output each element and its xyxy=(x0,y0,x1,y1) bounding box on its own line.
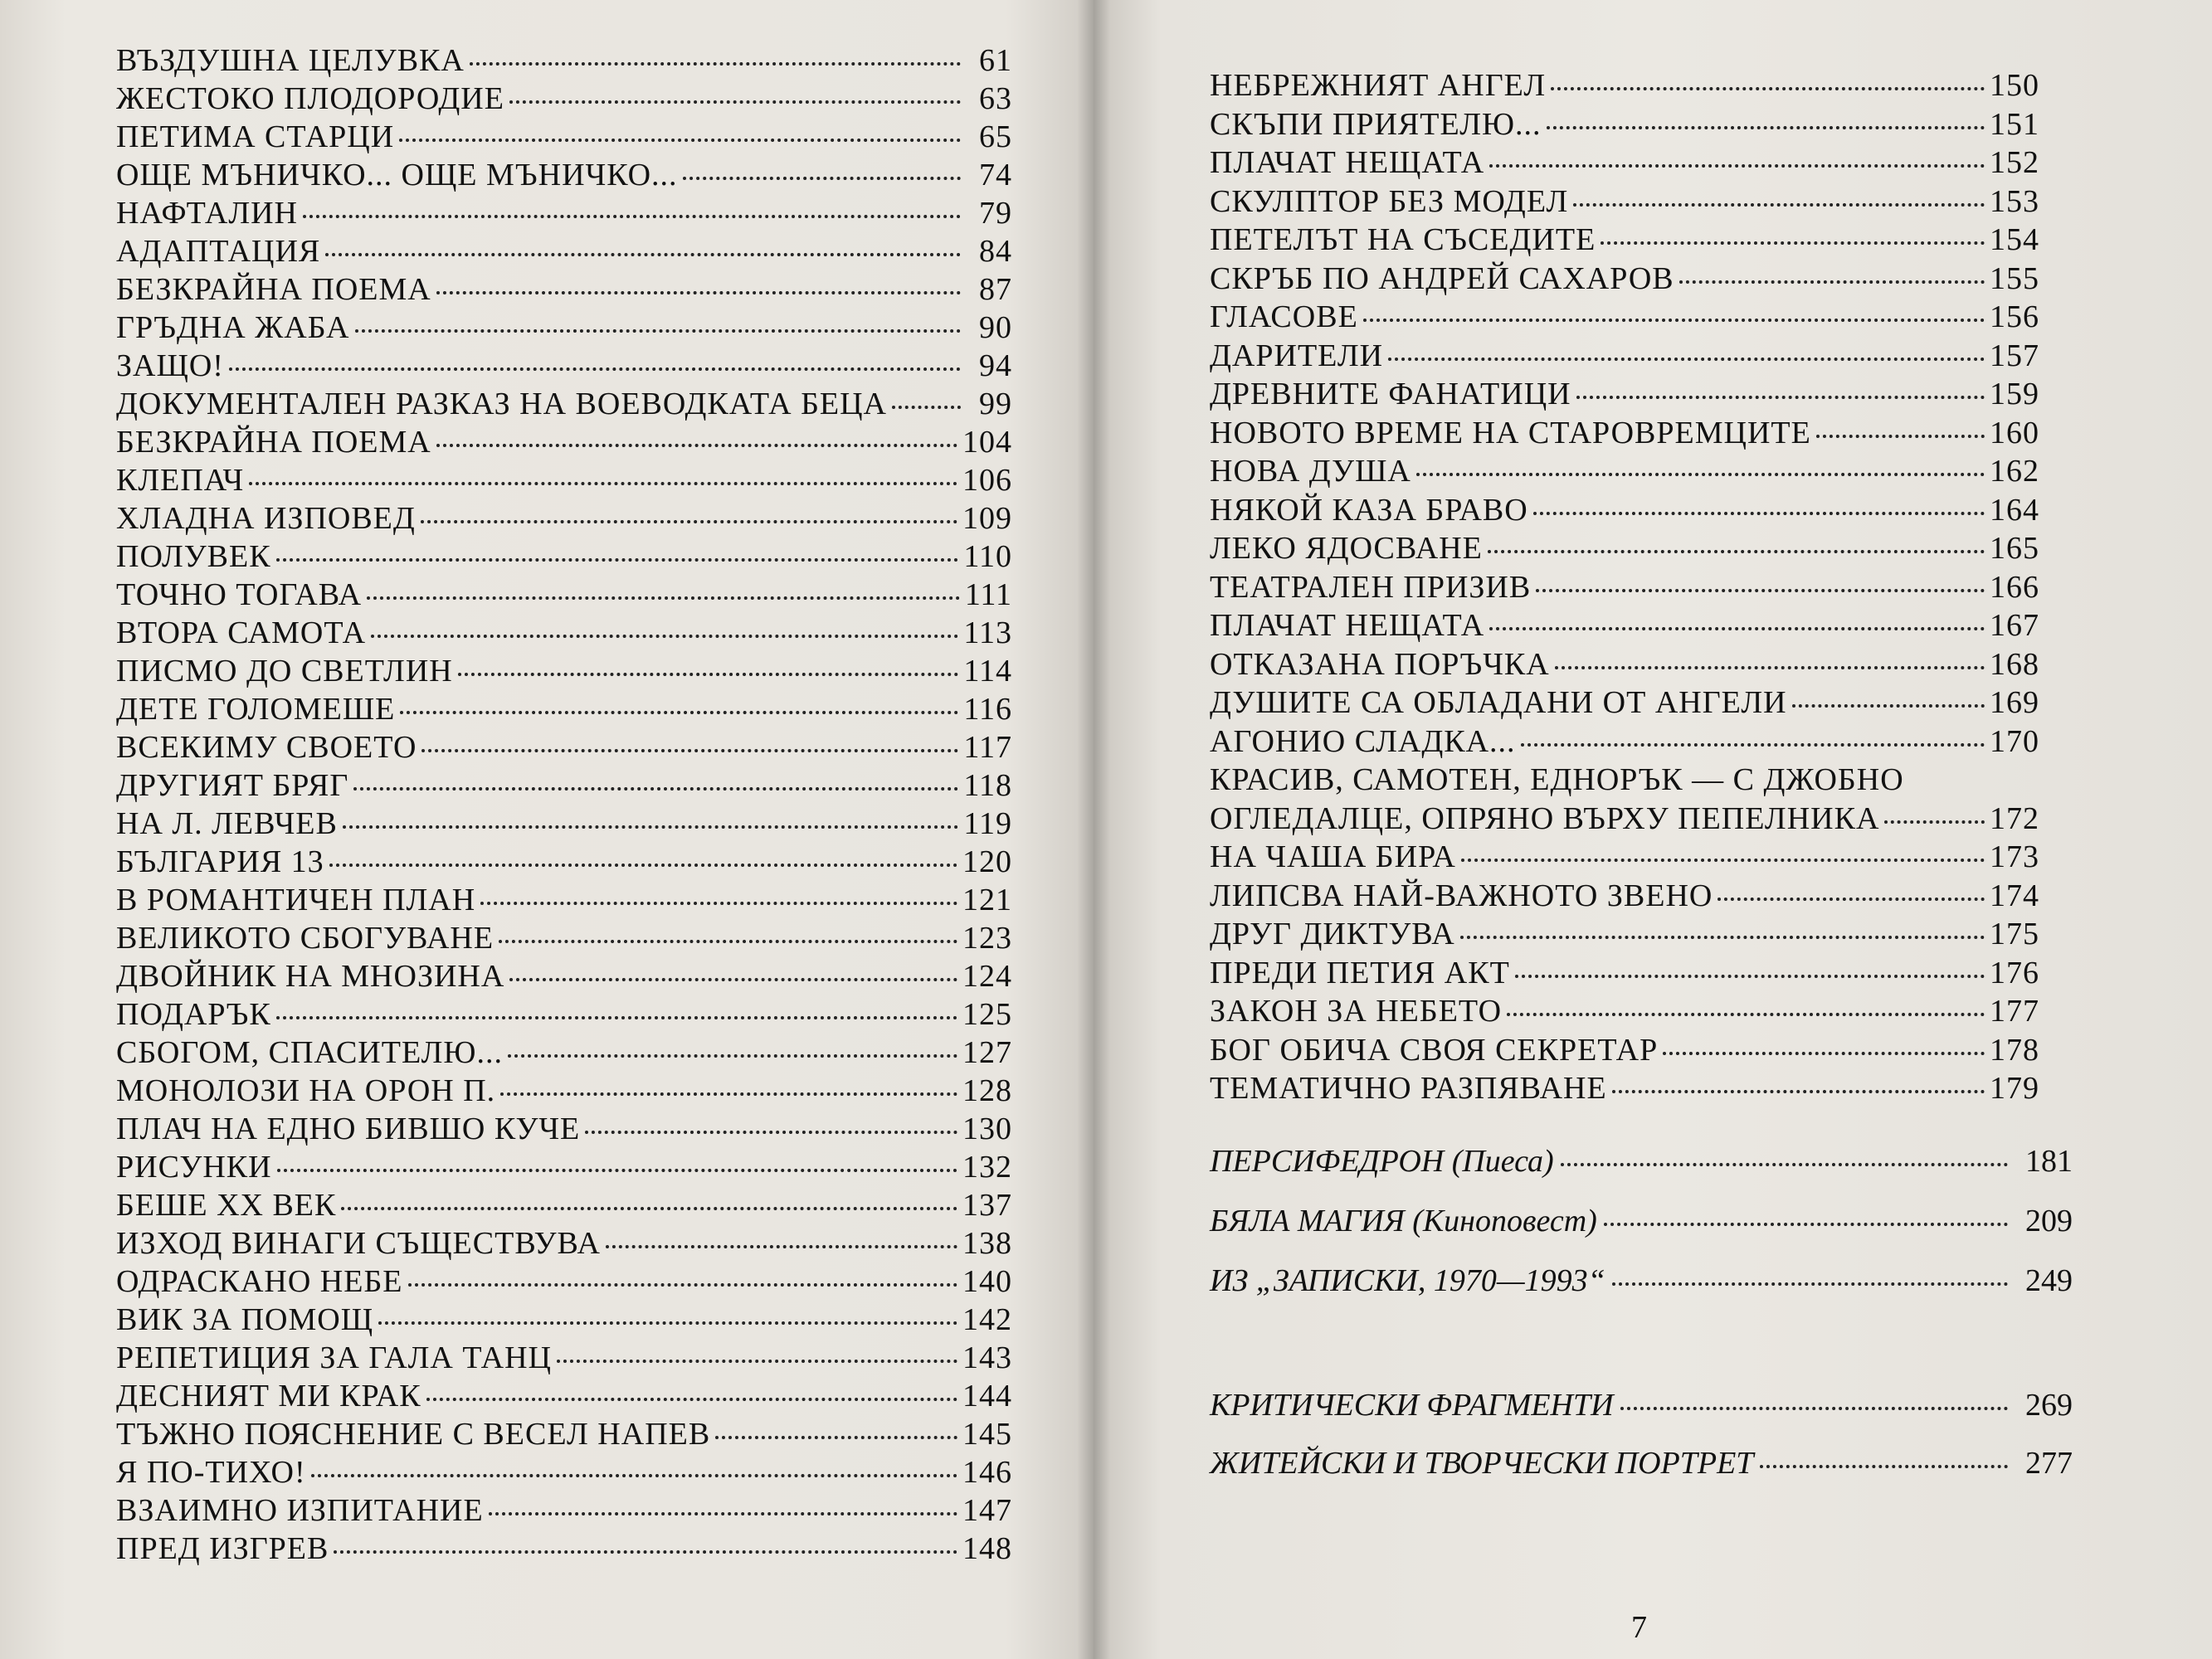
toc-entry xyxy=(1210,491,2039,530)
toc-entry-page-number: 120 xyxy=(962,844,1012,879)
toc-entry xyxy=(1210,568,2039,607)
toc-entry xyxy=(1210,452,2039,491)
toc-entry-page-number: 132 xyxy=(962,1150,1012,1185)
toc-entry xyxy=(1210,915,2039,954)
toc-entry-page-number: 99 xyxy=(979,387,1012,421)
toc-entry-title: ОТКАЗАНА ПОРЪЧКА xyxy=(1210,646,1550,682)
toc-entry xyxy=(116,41,1012,80)
dot-leader xyxy=(892,406,961,409)
toc-entry-title: СКРЪБ ПО АНДРЕЙ САХАРОВ xyxy=(1210,260,1674,296)
toc-entry xyxy=(116,1377,1012,1415)
book-gutter xyxy=(1077,0,1110,1659)
dot-leader xyxy=(606,1245,957,1248)
toc-entry-page-number: 110 xyxy=(963,539,1012,574)
dot-leader xyxy=(470,62,961,66)
toc-entry-title: ЖЕСТОКО ПЛОДОРОДИЕ xyxy=(116,81,504,116)
toc-entry xyxy=(116,1262,1012,1301)
toc-entry-title: ТЪЖНО ПОЯСНЕНИЕ С ВЕСЕЛ НАПЕВ xyxy=(116,1417,711,1452)
dot-leader xyxy=(303,215,961,218)
dot-leader xyxy=(1663,1052,1985,1055)
toc-entry-page-number: 156 xyxy=(1990,299,2039,334)
dot-leader xyxy=(341,1207,957,1210)
dot-leader xyxy=(343,825,959,829)
section-title: КРИТИЧЕСКИ ФРАГМЕНТИ xyxy=(1210,1388,1614,1423)
toc-entry xyxy=(116,614,1012,652)
toc-entry xyxy=(1210,298,2039,337)
dot-leader xyxy=(329,864,957,867)
toc-entry-page-number: 90 xyxy=(979,310,1012,345)
toc-entry-page-number: 128 xyxy=(962,1073,1012,1108)
toc-entry-title: ПЛАЧАТ НЕЩАТА xyxy=(1210,145,1485,180)
toc-entry-page-number: 175 xyxy=(1990,917,2039,951)
dot-leader xyxy=(249,482,957,485)
toc-entry-title: ПРЕД ИЗГРЕВ xyxy=(116,1531,329,1566)
dot-leader xyxy=(276,558,959,562)
section-entry xyxy=(1210,1143,2073,1180)
dot-leader xyxy=(683,177,961,180)
toc-entry-page-number: 170 xyxy=(1990,723,2039,759)
toc-entry-page-number: 157 xyxy=(1990,338,2039,373)
toc-entry xyxy=(116,766,1012,805)
toc-entry-title: ТЕМАТИЧНО РАЗПЯВАНЕ xyxy=(1210,1071,1607,1106)
toc-entry xyxy=(1210,722,2039,761)
toc-entry xyxy=(1210,66,2039,105)
toc-entry-page-number: 113 xyxy=(963,615,1012,650)
toc-entry-page-number: 125 xyxy=(962,997,1012,1032)
toc-entry xyxy=(116,156,1012,194)
toc-entry xyxy=(116,1491,1012,1530)
toc-entry-title: ДЕТЕ ГОЛОМЕШЕ xyxy=(116,692,396,727)
toc-entry xyxy=(116,1072,1012,1110)
toc-entry-title: ОДРАСКАНО НЕБЕ xyxy=(116,1264,403,1299)
section-page-number: 269 xyxy=(2025,1388,2073,1423)
dot-leader xyxy=(1515,975,1985,978)
toc-entry-title: НОВОТО ВРЕМЕ НА СТАРОВРЕМЦИТЕ xyxy=(1210,415,1811,450)
toc-entry xyxy=(116,1530,1012,1568)
toc-entry xyxy=(116,385,1012,423)
toc-entry xyxy=(116,1186,1012,1224)
toc-entry-title: БЪЛГАРИЯ 13 xyxy=(116,844,324,879)
toc-entry-title: ПОДАРЪК xyxy=(116,997,271,1032)
toc-entry xyxy=(1210,992,2039,1031)
toc-entry xyxy=(116,957,1012,995)
toc-entry xyxy=(116,805,1012,843)
dot-leader xyxy=(1388,358,1985,361)
dot-leader xyxy=(1612,1282,2008,1286)
toc-entry-page-number: 148 xyxy=(962,1531,1012,1566)
dot-leader xyxy=(1555,666,1985,669)
dot-leader xyxy=(311,1474,957,1477)
toc-entry-title: ПИСМО ДО СВЕТЛИН xyxy=(116,654,453,688)
toc-entry-page-number: 121 xyxy=(962,883,1012,917)
toc-entry xyxy=(1210,645,2039,684)
toc-entry-page-number: 168 xyxy=(1990,646,2039,682)
toc-entry-title: НОВА ДУША xyxy=(1210,454,1411,489)
toc-entry-title: НА ЧАША БИРА xyxy=(1210,839,1456,874)
toc-entry xyxy=(116,1301,1012,1339)
toc-entry-title: ГРЪДНА ЖАБА xyxy=(116,310,350,345)
toc-entry-page-number: 116 xyxy=(963,692,1012,727)
toc-entry-page-number: 61 xyxy=(979,43,1012,78)
toc-entry-page-number: 138 xyxy=(962,1226,1012,1261)
toc-entry xyxy=(116,1453,1012,1491)
toc-entry-title: Я ПО-ТИХО! xyxy=(116,1455,306,1490)
toc-entry-page-number: 179 xyxy=(1990,1071,2039,1106)
toc-entry xyxy=(1210,414,2039,453)
toc-entry-page-number: 172 xyxy=(1990,800,2039,836)
dot-leader xyxy=(1507,1013,1985,1016)
toc-entry xyxy=(116,118,1012,156)
toc-entry-page-number: 145 xyxy=(962,1417,1012,1452)
toc-entry-title: НЕБРЕЖНИЯТ АНГЕЛ xyxy=(1210,68,1547,103)
dot-leader xyxy=(334,1550,957,1554)
toc-entry xyxy=(1210,684,2039,722)
dot-leader xyxy=(500,1092,957,1096)
dot-leader xyxy=(1576,396,1985,399)
dot-leader xyxy=(1461,859,1985,862)
dot-leader xyxy=(715,1436,957,1439)
toc-entry xyxy=(116,1148,1012,1186)
dot-leader xyxy=(1816,435,1985,438)
toc-entry xyxy=(1210,954,2039,993)
toc-entry-title: ИЗХОД ВИНАГИ СЪЩЕСТВУВА xyxy=(116,1226,601,1261)
toc-entry xyxy=(1210,105,2039,144)
section-title: БЯЛА МАГИЯ (Киноповест) xyxy=(1210,1204,1597,1238)
toc-entry-title: ВЪЗДУШНА ЦЕЛУВКА xyxy=(116,43,465,78)
section-entry xyxy=(1210,1203,2073,1239)
toc-entry-page-number: 177 xyxy=(1990,994,2039,1029)
toc-entry-title: РИСУНКИ xyxy=(116,1150,272,1185)
dot-leader xyxy=(557,1360,957,1363)
dot-leader xyxy=(1533,512,1985,515)
toc-entry-title: ЛЕКО ЯДОСВАНЕ xyxy=(1210,531,1483,566)
dot-leader xyxy=(1489,164,1985,168)
dot-leader xyxy=(1416,473,1985,476)
dot-leader xyxy=(509,100,961,104)
toc-entry xyxy=(116,423,1012,461)
toc-entry xyxy=(116,309,1012,347)
toc-entry xyxy=(1210,838,2039,877)
toc-entry-title: ЗАКОН ЗА НЕБЕТО xyxy=(1210,994,1503,1029)
toc-entry xyxy=(1210,529,2039,568)
toc-entry-title: ЗАЩО! xyxy=(116,348,224,383)
toc-entry xyxy=(1210,761,2039,800)
dot-leader xyxy=(1460,936,1985,939)
toc-entry-page-number: 118 xyxy=(963,768,1012,803)
dot-leader xyxy=(1521,743,1985,747)
toc-entry-page-number: 142 xyxy=(962,1302,1012,1337)
toc-entry-page-number: 84 xyxy=(979,234,1012,269)
toc-entry-title: ТЕАТРАЛЕН ПРИЗИВ xyxy=(1210,569,1532,605)
toc-entry xyxy=(116,194,1012,232)
toc-entry xyxy=(1210,375,2039,414)
dot-leader xyxy=(367,596,960,600)
toc-entry-page-number: 94 xyxy=(979,348,1012,383)
toc-entry-title: ВЕЛИКОТО СБОГУВАНЕ xyxy=(116,921,495,956)
toc-entry-page-number: 87 xyxy=(979,272,1012,307)
dot-leader xyxy=(353,787,958,791)
dot-leader xyxy=(378,1321,957,1325)
section-title: ПЕРСИФЕДРОН (Пиеса) xyxy=(1210,1144,1554,1179)
toc-entry-title: ХЛАДНА ИЗПОВЕД xyxy=(116,501,416,536)
toc-entry xyxy=(1210,1069,2039,1108)
dot-leader xyxy=(1489,627,1985,630)
toc-entry-page-number: 167 xyxy=(1990,608,2039,643)
dot-leader xyxy=(1601,241,1985,245)
toc-entry-title: АГОНИО СЛАДКА... xyxy=(1210,723,1516,759)
dot-leader xyxy=(1717,898,1985,901)
toc-entry-page-number: 162 xyxy=(1990,454,2039,489)
toc-entry-page-number: 140 xyxy=(962,1264,1012,1299)
section-page-number: 277 xyxy=(2025,1446,2073,1481)
toc-entry xyxy=(116,270,1012,309)
toc-entry-page-number: 117 xyxy=(963,730,1012,765)
toc-entry-title: ОЩЕ МЪНИЧКО... ОЩЕ МЪНИЧКО... xyxy=(116,158,678,192)
toc-entry-title: В РОМАНТИЧЕН ПЛАН xyxy=(116,883,476,917)
toc-entry-title: БЕЗКРАЙНА ПОЕМА xyxy=(116,272,431,307)
toc-entry-title: ПРЕДИ ПЕТИЯ АКТ xyxy=(1210,955,1510,990)
toc-entry-title: РЕПЕТИЦИЯ ЗА ГАЛА ТАНЦ xyxy=(116,1340,552,1375)
toc-entry-page-number: 124 xyxy=(962,959,1012,994)
toc-entry-title: ПЕТИМА СТАРЦИ xyxy=(116,119,395,154)
toc-entry-page-number: 169 xyxy=(1990,685,2039,720)
dot-leader xyxy=(408,1283,958,1287)
toc-entry-title: ПОЛУВЕК xyxy=(116,539,271,574)
dot-leader xyxy=(1536,589,1985,592)
toc-entry-title: НА Л. ЛЕВЧЕВ xyxy=(116,806,338,841)
toc-entry xyxy=(116,1034,1012,1072)
left-page xyxy=(0,0,1094,1659)
toc-entry-title: ДРЕВНИТЕ ФАНАТИЦИ xyxy=(1210,377,1571,411)
toc-entry-title: КРАСИВ, САМОТЕН, ЕДНОРЪК — С ДЖОБНО xyxy=(1210,762,1904,797)
toc-entry-page-number: 150 xyxy=(1990,68,2039,103)
toc-entry xyxy=(1210,260,2039,299)
toc-entry xyxy=(1210,606,2039,645)
dot-leader xyxy=(508,1054,957,1058)
dot-leader xyxy=(1573,203,1985,207)
dot-leader xyxy=(585,1131,957,1134)
toc-entry xyxy=(116,690,1012,728)
toc-entry-page-number: 155 xyxy=(1990,260,2039,296)
toc-entry-page-number: 152 xyxy=(1990,145,2039,180)
toc-entry-title: ОГЛЕДАЛЦЕ, ОПРЯНО ВЪРХУ ПЕПЕЛНИКА xyxy=(1210,800,1880,836)
toc-entry xyxy=(116,538,1012,576)
section-page-number: 209 xyxy=(2025,1204,2073,1238)
toc-entry-page-number: 153 xyxy=(1990,183,2039,219)
toc-entry-page-number: 144 xyxy=(962,1379,1012,1413)
toc-right-list xyxy=(1210,66,2039,1108)
toc-entry xyxy=(116,881,1012,919)
toc-entry xyxy=(116,232,1012,270)
dot-leader xyxy=(399,139,961,142)
dot-leader xyxy=(229,367,961,371)
toc-entry-page-number: 114 xyxy=(963,654,1012,688)
toc-entry-title: ВТОРА САМОТА xyxy=(116,615,367,650)
toc-entry-title: КЛЕПАЧ xyxy=(116,463,245,498)
toc-entry-title: ДРУГИЯТ БРЯГ xyxy=(116,768,349,803)
dot-leader xyxy=(1488,550,1985,553)
toc-entry xyxy=(116,728,1012,766)
dot-leader xyxy=(1551,87,1985,90)
dot-leader xyxy=(1363,319,1985,322)
toc-entry-title: ТОЧНО ТОГАВА xyxy=(116,577,363,612)
dot-leader xyxy=(421,520,957,523)
toc-entry-title: ЛИПСВА НАЙ-ВАЖНОТО ЗВЕНО xyxy=(1210,878,1713,913)
toc-entry-title: ДАРИТЕЛИ xyxy=(1210,338,1384,373)
toc-entry xyxy=(1210,800,2039,839)
toc-entry-page-number: 151 xyxy=(1990,106,2039,142)
toc-left-list xyxy=(116,41,1012,1568)
dot-leader xyxy=(426,1398,957,1401)
toc-entry xyxy=(116,995,1012,1034)
toc-entry-page-number: 178 xyxy=(1990,1032,2039,1068)
toc-entry xyxy=(116,347,1012,385)
toc-entry-title: ВЗАИМНО ИЗПИТАНИЕ xyxy=(116,1493,484,1528)
toc-entry-page-number: 154 xyxy=(1990,222,2039,257)
dot-leader xyxy=(421,749,958,752)
toc-entry-page-number: 176 xyxy=(1990,955,2039,990)
dot-leader xyxy=(509,978,957,981)
dot-leader xyxy=(1760,1465,2008,1468)
dot-leader xyxy=(436,291,961,294)
toc-entry-title: СКЪПИ ПРИЯТЕЛЮ... xyxy=(1210,106,1542,142)
dot-leader xyxy=(277,1169,957,1172)
dot-leader xyxy=(355,329,962,333)
toc-entry xyxy=(116,843,1012,881)
toc-entry-page-number: 65 xyxy=(979,119,1012,154)
toc-entry-page-number: 143 xyxy=(962,1340,1012,1375)
dot-leader xyxy=(458,673,959,676)
toc-entry xyxy=(1210,1031,2039,1070)
dot-leader xyxy=(325,253,961,256)
dot-leader xyxy=(1884,820,1985,824)
toc-entry-title: ВСЕКИМУ СВОЕТО xyxy=(116,730,417,765)
toc-entry-page-number: 111 xyxy=(964,577,1012,612)
dot-leader xyxy=(480,902,957,905)
toc-entry-page-number: 137 xyxy=(962,1188,1012,1223)
section-title: ЖИТЕЙСКИ И ТВОРЧЕСКИ ПОРТРЕТ xyxy=(1210,1446,1754,1481)
toc-entry xyxy=(116,919,1012,957)
dot-leader xyxy=(1620,1407,2008,1410)
toc-entry-title: БЕЗКРАЙНА ПОЕМА xyxy=(116,425,431,460)
toc-entry-page-number: 104 xyxy=(962,425,1012,460)
toc-entry xyxy=(116,499,1012,538)
toc-entry-page-number: 74 xyxy=(979,158,1012,192)
toc-entry-page-number: 160 xyxy=(1990,415,2039,450)
toc-entry-page-number: 130 xyxy=(962,1112,1012,1146)
toc-entry-page-number: 164 xyxy=(1990,492,2039,528)
toc-entry xyxy=(116,80,1012,118)
page-number-folio: 7 xyxy=(1631,1610,1647,1645)
toc-entry xyxy=(116,1339,1012,1377)
toc-entry-title: ПЛАЧАТ НЕЩАТА xyxy=(1210,608,1485,643)
dot-leader xyxy=(1792,704,1985,708)
toc-entry-page-number: 159 xyxy=(1990,377,2039,411)
toc-entry-title: ДЕСНИЯТ МИ КРАК xyxy=(116,1379,421,1413)
toc-entry xyxy=(116,1415,1012,1453)
toc-entry-title: МОНОЛОЗИ НА ОРОН П. xyxy=(116,1073,496,1108)
dot-leader xyxy=(276,1016,957,1019)
dot-leader xyxy=(400,711,958,714)
toc-entry xyxy=(1210,877,2039,916)
dot-leader xyxy=(1604,1223,2008,1226)
toc-entry-title: БОГ ОБИЧА СВОЯ СЕКРЕТАР xyxy=(1210,1032,1659,1068)
dot-leader xyxy=(1561,1163,2008,1166)
right-page xyxy=(1094,0,2212,1659)
toc-entry-title: ГЛАСОВЕ xyxy=(1210,299,1358,334)
dot-leader xyxy=(489,1512,957,1515)
toc-entry xyxy=(1210,221,2039,260)
toc-entry-page-number: 174 xyxy=(1990,878,2039,913)
toc-entry-title: АДАПТАЦИЯ xyxy=(116,234,321,269)
toc-entry-title: ПЛАЧ НА ЕДНО БИВШО КУЧЕ xyxy=(116,1112,581,1146)
toc-entry-page-number: 165 xyxy=(1990,531,2039,566)
section-page-number: 181 xyxy=(2025,1144,2073,1179)
section-entry xyxy=(1210,1445,2073,1481)
toc-entry-title: СБОГОМ, СПАСИТЕЛЮ... xyxy=(116,1035,503,1070)
toc-entry-page-number: 173 xyxy=(1990,839,2039,874)
toc-entry-page-number: 63 xyxy=(979,81,1012,116)
toc-entry-page-number: 106 xyxy=(962,463,1012,498)
section-entry xyxy=(1210,1262,2073,1299)
toc-entry-page-number: 79 xyxy=(979,196,1012,231)
section-page-number: 249 xyxy=(2025,1263,2073,1298)
toc-entry-title: ДУШИТЕ СА ОБЛАДАНИ ОТ АНГЕЛИ xyxy=(1210,685,1787,720)
dot-leader xyxy=(371,635,958,638)
section-entry xyxy=(1210,1387,2073,1423)
toc-entry-title: ВИК ЗА ПОМОЩ xyxy=(116,1302,374,1337)
toc-entry-title: ДОКУМЕНТАЛЕН РАЗКАЗ НА ВОЕВОДКАТА БЕЦА xyxy=(116,387,887,421)
dot-leader xyxy=(499,940,957,943)
toc-entry-title: ДРУГ ДИКТУВА xyxy=(1210,917,1455,951)
toc-entry-page-number: 166 xyxy=(1990,569,2039,605)
toc-entry xyxy=(116,1224,1012,1262)
toc-entry-page-number: 119 xyxy=(963,806,1012,841)
dot-leader xyxy=(1547,126,1985,129)
toc-entry xyxy=(116,1110,1012,1148)
dot-leader xyxy=(436,444,957,447)
toc-entry xyxy=(116,461,1012,499)
toc-entry xyxy=(116,576,1012,614)
toc-entry xyxy=(1210,182,2039,221)
toc-entry xyxy=(116,652,1012,690)
toc-entry-page-number: 123 xyxy=(962,921,1012,956)
toc-entry-page-number: 146 xyxy=(962,1455,1012,1490)
dot-leader xyxy=(1679,280,1985,284)
dot-leader xyxy=(1612,1090,1985,1093)
toc-entry-page-number: 109 xyxy=(962,501,1012,536)
toc-entry-title: НЯКОЙ КАЗА БРАВО xyxy=(1210,492,1528,528)
toc-entry-page-number: 127 xyxy=(962,1035,1012,1070)
toc-entry-title: БЕШЕ XX ВЕК xyxy=(116,1188,337,1223)
section-title: ИЗ „ЗАПИСКИ, 1970—1993“ xyxy=(1210,1263,1605,1298)
toc-entry-page-number: 147 xyxy=(962,1493,1012,1528)
toc-entry-title: СКУЛПТОР БЕЗ МОДЕЛ xyxy=(1210,183,1569,219)
toc-entry-title: НАФТАЛИН xyxy=(116,196,298,231)
toc-entry-title: ПЕТЕЛЪТ НА СЪСЕДИТЕ xyxy=(1210,222,1596,257)
toc-entry xyxy=(1210,144,2039,182)
toc-entry-title: ДВОЙНИК НА МНОЗИНА xyxy=(116,959,505,994)
toc-entry xyxy=(1210,337,2039,376)
